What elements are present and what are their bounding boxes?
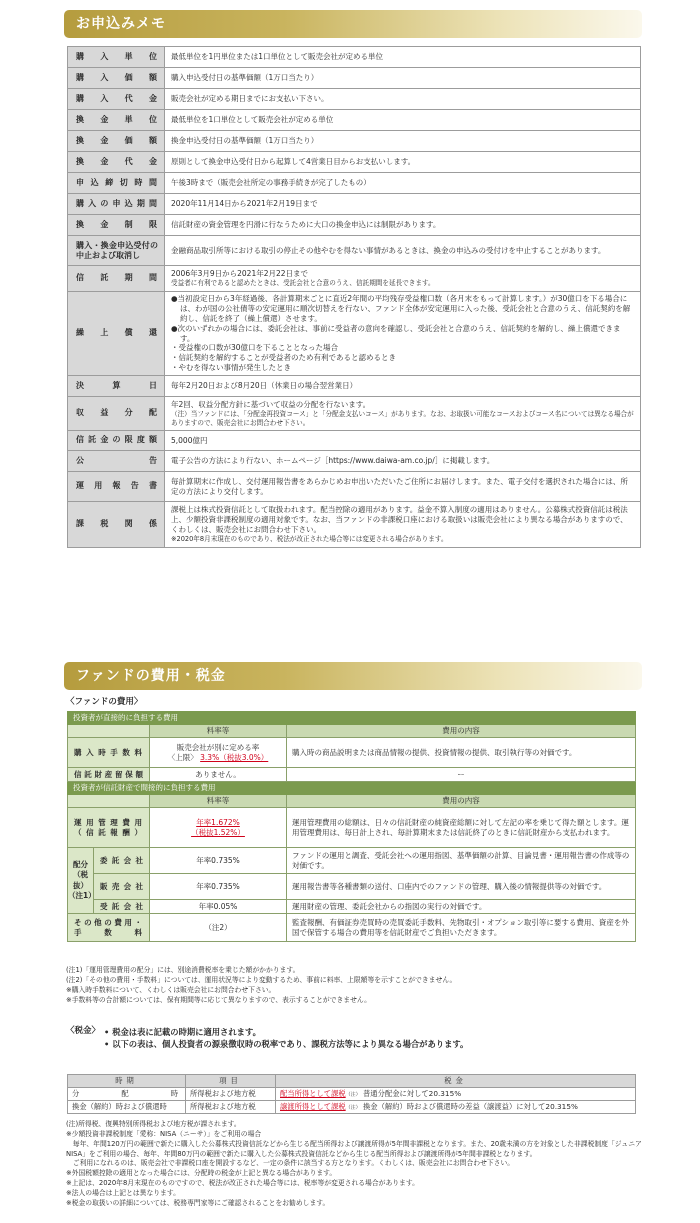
alloc-label-2: 受託会社 [94,900,150,914]
col-rate: 料率等 [150,725,287,738]
memo-row-value [165,502,641,548]
tax-note: ご利用になれるのは、販売会社で非課税口座を開設するなど、一定の条件に該当する方となります。くわしくは、販売会社にお問合わせ下さい。 [66,1159,515,1168]
fees-title: ファンドの費用・税金 [76,668,226,684]
alloc-label-0: 委託会社 [94,848,150,874]
memo-row-value [165,89,641,110]
memo-value-text: 販売会社が定める期日までにお支払い下さい。 [171,94,329,104]
fees-section-header [64,662,642,690]
tax-note: ※上記は、2020年8月末現在のものですので、税法が改正された場合等には、税率等が変更される場合があります。 [66,1179,419,1188]
memo-row-value [165,215,641,236]
memo-row-label: 課税関係 [68,502,165,548]
memo-value-text: 信託財産の資金管理を円滑に行なうために大口の換金申込には制限があります。 [171,220,441,230]
mgmt-fee-rate: 年率1.672% （税抜1.52%） [150,808,287,848]
memo-row-label: 換金単位 [68,110,165,131]
tax-note: ※外国税額控除の適用となった場合には、分配時の税金が上記と異なる場合があります。 [66,1169,337,1178]
memo-row [68,472,641,502]
fees-notes [66,966,456,1005]
memo-row-value [165,110,641,131]
memo-row-label: 収益分配 [68,397,165,431]
retain-desc: ー [287,768,636,782]
memo-row-label: 公告 [68,451,165,472]
memo-value-text: 課税上は株式投資信託として取扱われます。配当控除の適用があります。益金不算入制度の適用はありません。公募株式投資信託は税法上、少額投資非課税制度の適用対象です。なお、当ファンドの非課税口座における取扱いは販売会社により異なる場合がありますので、くわしくは、販売会社にお問合わせ下さい。 [171,505,628,535]
memo-note: （注）当ファンドには、「分配金再投資コース」と「分配金支払いコース」があります。なお、お取扱い可能なコースおよびコース名については異なる場合がありますので、販売会社にお問合わせ下さい。 [171,409,634,427]
memo-row-value [165,173,641,194]
memo-value-text: 毎年2月20日および8月20日（休業日の場合翌営業日） [171,381,358,391]
memo-row [68,89,641,110]
memo-row [68,47,641,68]
memo-value-text: 2006年3月9日から2021年2月22日まで [171,269,309,279]
memo-row-label: 換金価額 [68,131,165,152]
alloc-label: 配分（税抜）（注1） [68,848,94,914]
fee-note: ※手数料等の合計額については、保有期間等に応じて異なりますので、表示することができません。 [66,995,371,1004]
tax-period: 換金（解約）時および償還時 [68,1101,186,1114]
memo-value-text: 午後3時まで（販売会社所定の事務手続きが完了したもの） [171,178,371,188]
tax-table [67,1074,636,1114]
memo-row-value [165,131,641,152]
memo-row-value [165,236,641,266]
buy-fee-desc: 購入時の商品説明または商品情報の提供、投資情報の提供、取引執行等の対価です。 [287,738,636,768]
memo-row-label: 購入価額 [68,68,165,89]
memo-row-label: 購入・換金申込受付の中止および取消し [68,236,165,266]
other-fee-rate: （注2） [150,914,287,942]
mgmt-fee-label: 運用管理費用 （信託報酬） [68,808,150,848]
memo-bullet: ・やむを得ない事情が発生したとき [171,363,291,373]
memo-table [67,46,641,548]
tax-note: ※税金の取扱いの詳細については、税務専門家等にご確認されることをお勧めします。 [66,1198,330,1207]
memo-row-label: 購入代金 [68,89,165,110]
memo-value-text: 金融商品取引所等における取引の停止その他やむを得ない事情があるときは、換金の申込みの受付けを中止することがあります。 [171,245,606,255]
memo-note: 受益者に有利であると認めたときは、受託会社と合意のうえ、信託期間を延長できます。 [171,279,435,287]
memo-row-label: 購入の申込期間 [68,194,165,215]
memo-value-text: 電子公告の方法により行ない、ホームページ［https://www.daiwa-am.co.jp/］に掲載します。 [171,456,495,466]
memo-row-value [165,431,641,451]
memo-value-text: 年2回、収益分配方針に基づいて収益の分配を行ないます。 [171,399,371,409]
memo-row [68,236,641,266]
retain-label: 信託財産留保額 [68,768,150,782]
col-rate-2: 料率等 [150,795,287,808]
memo-row [68,502,641,548]
tax-bullet: • 以下の表は、個人投資者の源泉徴収時の税率であり、課税方法等により異なる場合があります。 [104,1039,469,1050]
tax-notes [66,1120,646,1209]
memo-row [68,266,641,292]
memo-value-text: 最低単位を1口単位として販売会社が定める単位 [171,115,334,125]
fees-subtitle: 〈ファンドの費用〉 [66,697,143,707]
tax-note: ※法人の場合は上記とは異なります。 [66,1188,180,1197]
memo-value-text: 5,000億円 [171,435,208,445]
memo-row-value [165,152,641,173]
col-desc: 費用の内容 [287,725,636,738]
alloc-rate-2: 年率0.05% [150,900,287,914]
tax-detail: 譲渡所得として課税（注） 換金（解約）時および償還時の差益（譲渡益）に対して20.315% [276,1101,636,1114]
fee-note: ※購入時手数料について、くわしくは販売会社にお問合わせ下さい。 [66,985,276,994]
memo-row-label: 換金制限 [68,215,165,236]
memo-value-text: 換金申込受付日の基準価額（1万口当たり） [171,136,319,146]
buy-fee-label: 購入時手数料 [68,738,150,768]
tax-col-tax: 税金 [276,1075,636,1088]
tax-col-item: 項目 [186,1075,276,1088]
tax-detail: 配当所得として課税（注） 普通分配金に対して20.315% [276,1088,636,1101]
tax-period: 分配時 [68,1088,186,1101]
alloc-rate-1: 年率0.735% [150,874,287,900]
memo-row [68,131,641,152]
memo-row [68,194,641,215]
alloc-rate-0: 年率0.735% [150,848,287,874]
indirect-fees-header: 投資者が信託財産で間接的に負担する費用 [68,782,636,795]
memo-bullet: ●次のいずれかの場合には、委託会社は、事前に受益者の意向を確認し、受託会社と合意のうえ、信託契約を解約し、繰上償還できます。 [171,323,621,343]
memo-row-label: 購入単位 [68,47,165,68]
buy-fee-rate: 販売会社が別に定める率 〈上限〉 3.3%（税抜3.0%） [150,738,287,768]
memo-row-value [165,68,641,89]
memo-row-label: 繰上償還 [68,292,165,376]
other-fee-desc: 監査報酬、有価証券売買時の売買委託手数料、先物取引・オプション取引等に要する費用、資産を外国で保管する場合の費用等を信託財産でご負担いただきます。 [287,914,636,942]
alloc-label-1: 販売会社 [94,874,150,900]
direct-fees-header: 投資者が直接的に負担する費用 [68,712,636,725]
tax-label: 〈税金〉 [66,1026,101,1036]
memo-row [68,431,641,451]
other-fee-label: その他の費用・ 手数料 [68,914,150,942]
memo-row [68,173,641,194]
memo-row-value [165,397,641,431]
alloc-desc-2: 運用財産の管理、委託会社からの指図の実行の対価です。 [287,900,636,914]
memo-row [68,152,641,173]
memo-row-label: 信託金の限度額 [68,431,165,451]
tax-note: ※少額投資非課税制度「愛称：NISA（ニーサ）」をご利用の場合 [66,1129,262,1138]
memo-row-value [165,451,641,472]
tax-note: 毎年、年間120万円の範囲で新たに購入した公募株式投資信託などから生じる配当所得および譲渡所得が5年間非課税となります。また、20歳未満の方を対象とした非課税制度「ジュニアNISA」をご利用の場合、毎年、年間80万円の範囲で新たに購入した公募株式投資信託などから生じる配当所得および譲渡所得が5年間非課税となります。 [66,1139,642,1158]
alloc-desc-0: ファンドの運用と調査、受託会社への運用指図、基準価額の計算、目論見書・運用報告書の作成等の対価です。 [287,848,636,874]
memo-value-text: 毎計算期末に作成し、交付運用報告書をあらかじめお申出いただいたご住所にお届けします。また、電子交付を選択された場合には、所定の方法により交付します。 [171,476,628,496]
fees-table [67,711,636,942]
memo-row-value [165,266,641,292]
memo-value-text: 2020年11月14日から2021年2月19日まで [171,199,318,209]
tax-bullets [104,1026,468,1051]
memo-row-value [165,292,641,376]
fee-note: (注1)「運用管理費用の配分」には、別途消費税率を乗じた額がかかります。 [66,966,300,974]
tax-item: 所得税および地方税 [186,1088,276,1101]
memo-row-label: 換金代金 [68,152,165,173]
memo-row-value [165,194,641,215]
tax-bullet: • 税金は表に記載の時期に適用されます。 [104,1027,261,1037]
memo-row-label: 申込締切時間 [68,173,165,194]
memo-row-label: 運用報告書 [68,472,165,502]
col-desc-2: 費用の内容 [287,795,636,808]
memo-bullet: ・信託契約を解約することが受益者のため有利であると認めるとき [171,353,396,363]
memo-row [68,397,641,431]
memo-row [68,215,641,236]
memo-row-label: 決算日 [68,376,165,397]
memo-section-header [64,10,642,38]
tax-note: (注)所得税、復興特別所得税および地方税が課されます。 [66,1120,241,1128]
memo-row-value [165,472,641,502]
memo-row [68,110,641,131]
memo-row [68,292,641,376]
memo-note: ※2020年8月末現在のものであり、税法が改正された場合等には変更される場合があります。 [171,535,448,544]
memo-bullet: ●当初設定日から3年経過後、各計算期末ごとに直近2年間の平均残存受益権口数（各月末をもって計算します。）が30億口を下る場合には、わが国の公社債等の安定運用に順次切替えを行ない、ファンド全体が安定運用に入った後、受託会社と合意のうえ、信託契約を解約し、信託を終了（繰上償還）させます。 [171,294,631,323]
memo-value-text: 原則として換金申込受付日から起算して4営業日目からお支払いします。 [171,157,416,167]
memo-bullet: ・受益権の口数が30億口を下ることとなった場合 [171,343,339,353]
tax-col-period: 時期 [68,1075,186,1088]
memo-row [68,68,641,89]
retain-rate: ありません。 [150,768,287,782]
memo-title: お申込みメモ [76,16,166,32]
memo-value-text: 購入申込受付日の基準価額（1万口当たり） [171,73,319,83]
mgmt-fee-desc: 運用管理費用の総額は、日々の信託財産の純資産総額に対して左記の率を乗じて得た額とします。運用管理費用は、毎日計上され、毎計算期末または信託終了のときに信託財産から支払われます。 [287,808,636,848]
alloc-desc-1: 運用報告書等各種書類の送付、口座内でのファンドの管理、購入後の情報提供等の対価です。 [287,874,636,900]
memo-row-label: 信託期間 [68,266,165,292]
memo-row-value [165,376,641,397]
memo-row [68,451,641,472]
memo-row-value [165,47,641,68]
memo-value-text: 最低単位を1円単位または1口単位として販売会社が定める単位 [171,52,384,62]
tax-item: 所得税および地方税 [186,1101,276,1114]
memo-row [68,376,641,397]
fee-note: (注2)「その他の費用・手数料」については、運用状況等により変動するため、事前に料率、上限額等を示すことができません。 [66,975,457,984]
